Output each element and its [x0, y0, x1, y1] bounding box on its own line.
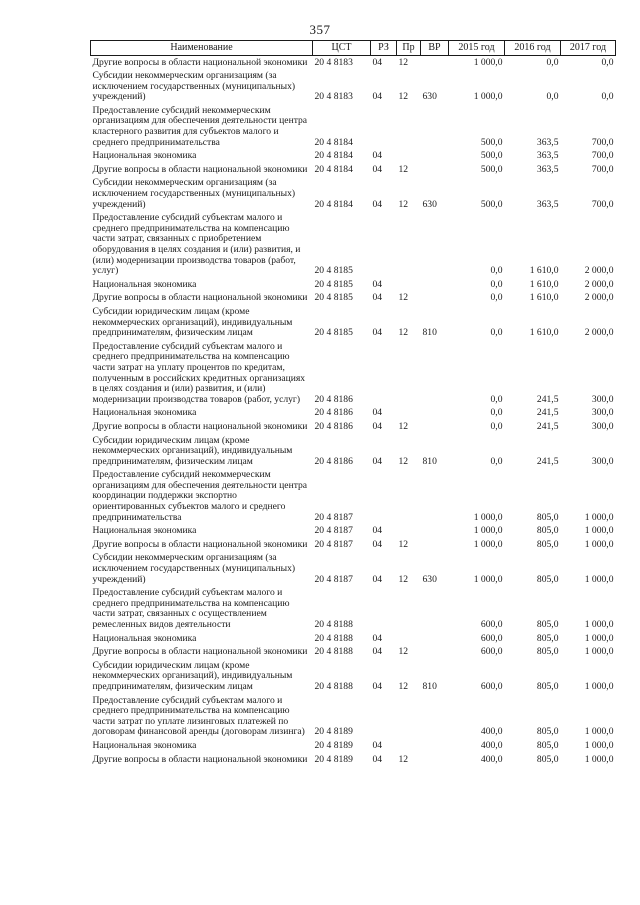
cell-name: Национальная экономика [92, 278, 197, 290]
cell-vr [421, 212, 449, 279]
cell-2017: 0,0 [601, 91, 614, 103]
cell-2016: 363,5 [536, 198, 559, 210]
cell-name: Другие вопросы в области национальной экономики [92, 163, 308, 175]
cell-rz: 04 [372, 525, 383, 537]
cell-pr: 12 [398, 538, 409, 550]
cell-name: Предоставление субсидий некоммерческим организациям для обеспечения деятельности центра кластерного развития для субъектов малого и среднего предпринимательства [92, 104, 308, 148]
cell-2015: 500,0 [480, 136, 503, 148]
cell-2017: 1 000,0 [584, 525, 614, 537]
cell-vr [421, 278, 449, 292]
cell-2016: 1 610,0 [529, 278, 559, 290]
cell-rz [371, 694, 397, 739]
table-row [91, 538, 616, 552]
cell-vr [421, 694, 449, 739]
cell-cst: 20 4 8187 [314, 525, 353, 537]
cell-2015: 0,0 [490, 393, 503, 405]
header-rz: РЗ [371, 41, 397, 56]
cell-vr: 630 [422, 91, 437, 103]
cell-2015: 1 000,0 [473, 525, 503, 537]
cell-2015: 500,0 [480, 150, 503, 162]
header-name: Наименование [91, 41, 313, 56]
cell-2015: 400,0 [480, 753, 503, 765]
cell-2016: 0,0 [546, 91, 559, 103]
table-row [91, 525, 616, 539]
cell-pr: 12 [398, 56, 409, 68]
cell-rz: 04 [372, 198, 383, 210]
cell-vr [421, 407, 449, 421]
cell-vr [421, 525, 449, 539]
cell-2016: 241,5 [536, 455, 559, 467]
cell-cst: 20 4 8187 [314, 538, 353, 550]
cell-cst: 20 4 8189 [314, 753, 353, 765]
cell-cst: 20 4 8183 [314, 91, 353, 103]
table-body [91, 56, 616, 767]
cell-2016: 805,0 [536, 538, 559, 550]
cell-vr: 810 [422, 327, 437, 339]
table-row [91, 646, 616, 660]
cell-2016: 805,0 [536, 646, 559, 658]
cell-2016: 241,5 [536, 420, 559, 432]
cell-rz: 04 [372, 407, 383, 419]
cell-vr [421, 753, 449, 767]
cell-cst: 20 4 8183 [314, 56, 353, 68]
cell-vr [421, 646, 449, 660]
cell-pr: 12 [398, 573, 409, 585]
cell-name: Предоставление субсидий субъектам малого и среднего предпринимательства на компенсацию части затрат на уплату процентов по кредитам, полученным в российских кредитных организациях в целях создания и (или) развития, и (или) модернизации производства товаров (работ, услуг) [92, 340, 306, 405]
cell-pr [397, 104, 421, 149]
cell-2017: 1 000,0 [584, 739, 614, 751]
cell-2016: 805,0 [536, 511, 559, 523]
cell-2017: 2 000,0 [584, 327, 614, 339]
table-row [91, 278, 616, 292]
cell-2016: 1 610,0 [529, 327, 559, 339]
header-2017: 2017 год [561, 41, 616, 56]
table-row [91, 104, 616, 149]
cell-rz: 04 [372, 538, 383, 550]
cell-name: Предоставление субсидий субъектам малого и среднего предпринимательства на компенсацию части затрат, связанных с осуществлением ремесленных видов деятельности [92, 587, 290, 630]
cell-2016: 0,0 [546, 56, 559, 68]
cell-pr: 12 [398, 327, 409, 339]
cell-rz: 04 [372, 278, 383, 290]
header-vr: ВР [421, 41, 449, 56]
cell-2017: 700,0 [591, 136, 614, 148]
cell-2017: 300,0 [591, 407, 614, 419]
cell-pr: 12 [398, 455, 409, 467]
cell-2015: 1 000,0 [473, 573, 503, 585]
cell-vr: 810 [422, 455, 437, 467]
cell-2015: 1 000,0 [473, 56, 503, 68]
cell-vr [421, 420, 449, 434]
cell-name: Национальная экономика [92, 407, 197, 419]
cell-pr [397, 525, 421, 539]
cell-cst: 20 4 8189 [314, 726, 353, 738]
cell-2017: 300,0 [591, 393, 614, 405]
cell-cst: 20 4 8187 [314, 511, 353, 523]
cell-2016: 805,0 [536, 525, 559, 537]
table-row [91, 163, 616, 177]
cell-rz: 04 [372, 753, 383, 765]
cell-vr [421, 632, 449, 646]
cell-cst: 20 4 8186 [314, 393, 353, 405]
cell-pr: 12 [398, 646, 409, 658]
cell-cst: 20 4 8184 [314, 136, 353, 148]
cell-name: Другие вопросы в области национальной экономики [92, 56, 308, 68]
cell-vr [421, 104, 449, 149]
cell-name: Национальная экономика [92, 632, 197, 644]
cell-2016: 805,0 [536, 632, 559, 644]
page-number: 357 [309, 22, 331, 37]
table-row [91, 753, 616, 767]
cell-name: Национальная экономика [92, 739, 197, 751]
header-2016: 2016 год [505, 41, 561, 56]
cell-2017: 700,0 [591, 198, 614, 210]
cell-cst: 20 4 8189 [314, 739, 353, 751]
cell-2017: 1 000,0 [584, 573, 614, 585]
cell-cst: 20 4 8184 [314, 150, 353, 162]
table-row [91, 305, 616, 340]
budget-table [90, 40, 616, 767]
cell-name: Субсидии некоммерческим организациям (за исключением государственных (муниципальных) учреждений) [92, 70, 296, 103]
table-row [91, 340, 616, 407]
cell-2015: 0,0 [490, 292, 503, 304]
cell-vr [421, 587, 449, 632]
table-row [91, 632, 616, 646]
table-row [91, 212, 616, 279]
cell-2015: 0,0 [490, 407, 503, 419]
header-cst: ЦСТ [313, 41, 371, 56]
cell-2015: 600,0 [480, 646, 503, 658]
table-row [91, 659, 616, 694]
cell-name: Другие вопросы в области национальной экономики [92, 753, 308, 765]
table-row [91, 70, 616, 105]
table-row [91, 407, 616, 421]
cell-pr [397, 278, 421, 292]
cell-2017: 1 000,0 [584, 619, 614, 630]
cell-pr [397, 407, 421, 421]
cell-2016: 363,5 [536, 163, 559, 175]
header-pr: Пр [397, 41, 421, 56]
cell-rz: 04 [372, 573, 383, 585]
cell-rz [371, 587, 397, 632]
cell-vr [421, 150, 449, 164]
cell-rz [371, 104, 397, 149]
table-row [91, 177, 616, 212]
cell-vr [421, 163, 449, 177]
cell-cst: 20 4 8184 [314, 198, 353, 210]
cell-2015: 1 000,0 [473, 538, 503, 550]
cell-2015: 500,0 [480, 163, 503, 175]
cell-2016: 1 610,0 [529, 265, 559, 277]
cell-2016: 805,0 [536, 680, 559, 692]
cell-name: Другие вопросы в области национальной экономики [92, 292, 308, 304]
cell-2017: 1 000,0 [584, 538, 614, 550]
cell-pr [397, 150, 421, 164]
cell-2017: 300,0 [591, 420, 614, 432]
cell-2017: 300,0 [591, 455, 614, 467]
table-row [91, 739, 616, 753]
cell-2017: 1 000,0 [584, 632, 614, 644]
table-row [91, 56, 616, 70]
cell-name: Другие вопросы в области национальной экономики [92, 420, 308, 432]
cell-cst: 20 4 8188 [314, 619, 353, 630]
cell-pr: 12 [398, 753, 409, 765]
cell-vr [421, 538, 449, 552]
cell-rz: 04 [372, 739, 383, 751]
cell-2017: 2 000,0 [584, 265, 614, 277]
cell-2015: 1 000,0 [473, 511, 503, 523]
cell-vr: 810 [422, 680, 437, 692]
cell-vr [421, 469, 449, 525]
cell-name: Национальная экономика [92, 150, 197, 162]
cell-2017: 700,0 [591, 163, 614, 175]
cell-2015: 0,0 [490, 278, 503, 290]
cell-pr: 12 [398, 292, 409, 304]
cell-2017: 1 000,0 [584, 753, 614, 765]
cell-name: Предоставление субсидий субъектам малого и среднего предпринимательства на компенсацию части затрат по уплате лизинговых платежей по договорам финансовой аренды (договорам лизинга) [92, 694, 305, 738]
cell-cst: 20 4 8188 [314, 646, 353, 658]
cell-name: Субсидии некоммерческим организациям (за исключением государственных (муниципальных) учреждений) [92, 177, 296, 210]
cell-2015: 600,0 [480, 619, 503, 630]
cell-rz: 04 [372, 292, 383, 304]
cell-pr: 12 [398, 163, 409, 175]
table-row [91, 292, 616, 306]
cell-name: Другие вопросы в области национальной экономики [92, 646, 308, 658]
cell-2016: 363,5 [536, 150, 559, 162]
cell-rz [371, 212, 397, 279]
cell-vr [421, 56, 449, 70]
cell-2017: 700,0 [591, 150, 614, 162]
cell-name: Национальная экономика [92, 525, 197, 537]
cell-name: Субсидии юридическим лицам (кроме некоммерческих организаций), индивидуальным предпринимателям, физическим лицам [92, 305, 293, 339]
cell-vr: 630 [422, 198, 437, 210]
cell-rz: 04 [372, 327, 383, 339]
cell-name: Субсидии юридическим лицам (кроме некоммерческих организаций), индивидуальным предпринимателям, физическим лицам [92, 434, 293, 467]
table-row [91, 552, 616, 587]
cell-2017: 1 000,0 [584, 646, 614, 658]
cell-cst: 20 4 8188 [314, 632, 353, 644]
cell-2015: 0,0 [490, 265, 503, 277]
cell-rz [371, 469, 397, 525]
cell-name: Другие вопросы в области национальной экономики [92, 538, 308, 550]
cell-2017: 2 000,0 [584, 278, 614, 290]
cell-cst: 20 4 8187 [314, 573, 353, 585]
cell-name: Предоставление субсидий некоммерческим организациям для обеспечения деятельности центра координации поддержки экспортно ориентированных субъектов малого и среднего предпринимательства [92, 469, 308, 523]
cell-pr: 12 [398, 198, 409, 210]
cell-cst: 20 4 8186 [314, 455, 353, 467]
cell-2016: 805,0 [536, 753, 559, 765]
cell-cst: 20 4 8188 [314, 680, 353, 692]
cell-name: Субсидии некоммерческим организациям (за исключением государственных (муниципальных) учреждений) [92, 552, 296, 585]
cell-name: Субсидии юридическим лицам (кроме некоммерческих организаций), индивидуальным предпринимателям, физическим лицам [92, 659, 293, 692]
cell-pr [397, 632, 421, 646]
cell-2015: 0,0 [490, 327, 503, 339]
cell-pr [397, 587, 421, 632]
cell-pr [397, 340, 421, 407]
cell-2015: 500,0 [480, 198, 503, 210]
cell-pr: 12 [398, 91, 409, 103]
cell-cst: 20 4 8185 [314, 265, 353, 277]
cell-2015: 0,0 [490, 455, 503, 467]
cell-2015: 400,0 [480, 739, 503, 751]
cell-rz [371, 340, 397, 407]
header-2015: 2015 год [449, 41, 505, 56]
cell-2017: 1 000,0 [584, 726, 614, 738]
cell-rz: 04 [372, 455, 383, 467]
cell-2016: 241,5 [536, 393, 559, 405]
table-row [91, 469, 616, 525]
table-header [91, 41, 616, 56]
cell-name: Предоставление субсидий субъектам малого и среднего предпринимательства на компенсацию части затрат, связанных с приобретением оборудования в целях создания и (или) развития, и (или) модернизации производства товаров (работ, услуг) [92, 212, 301, 277]
cell-vr: 630 [422, 573, 437, 585]
cell-pr [397, 694, 421, 739]
cell-2015: 400,0 [480, 726, 503, 738]
cell-vr [421, 739, 449, 753]
cell-rz: 04 [372, 646, 383, 658]
table-row [91, 150, 616, 164]
cell-rz: 04 [372, 632, 383, 644]
cell-2016: 241,5 [536, 407, 559, 419]
cell-2017: 1 000,0 [584, 680, 614, 692]
cell-rz: 04 [372, 56, 383, 68]
cell-vr [421, 292, 449, 306]
cell-2016: 363,5 [536, 136, 559, 148]
cell-cst: 20 4 8186 [314, 407, 353, 419]
cell-cst: 20 4 8185 [314, 327, 353, 339]
cell-rz: 04 [372, 163, 383, 175]
cell-2016: 805,0 [536, 573, 559, 585]
cell-pr: 12 [398, 420, 409, 432]
cell-2015: 600,0 [480, 680, 503, 692]
cell-cst: 20 4 8185 [314, 278, 353, 290]
cell-2015: 1 000,0 [473, 91, 503, 103]
cell-2015: 0,0 [490, 420, 503, 432]
cell-2017: 0,0 [601, 56, 614, 68]
table-row [91, 434, 616, 469]
table-row [91, 694, 616, 739]
cell-cst: 20 4 8184 [314, 163, 353, 175]
cell-2015: 600,0 [480, 632, 503, 644]
cell-2016: 1 610,0 [529, 292, 559, 304]
cell-rz: 04 [372, 420, 383, 432]
cell-2017: 1 000,0 [584, 511, 614, 523]
cell-pr [397, 469, 421, 525]
cell-2016: 805,0 [536, 619, 559, 630]
cell-2017: 2 000,0 [584, 292, 614, 304]
cell-cst: 20 4 8185 [314, 292, 353, 304]
cell-rz: 04 [372, 680, 383, 692]
table-row [91, 420, 616, 434]
cell-pr [397, 739, 421, 753]
cell-rz: 04 [372, 150, 383, 162]
cell-pr: 12 [398, 680, 409, 692]
cell-vr [421, 340, 449, 407]
cell-pr [397, 212, 421, 279]
cell-rz: 04 [372, 91, 383, 103]
cell-cst: 20 4 8186 [314, 420, 353, 432]
table-row [91, 587, 616, 632]
cell-2016: 805,0 [536, 726, 559, 738]
cell-2016: 805,0 [536, 739, 559, 751]
